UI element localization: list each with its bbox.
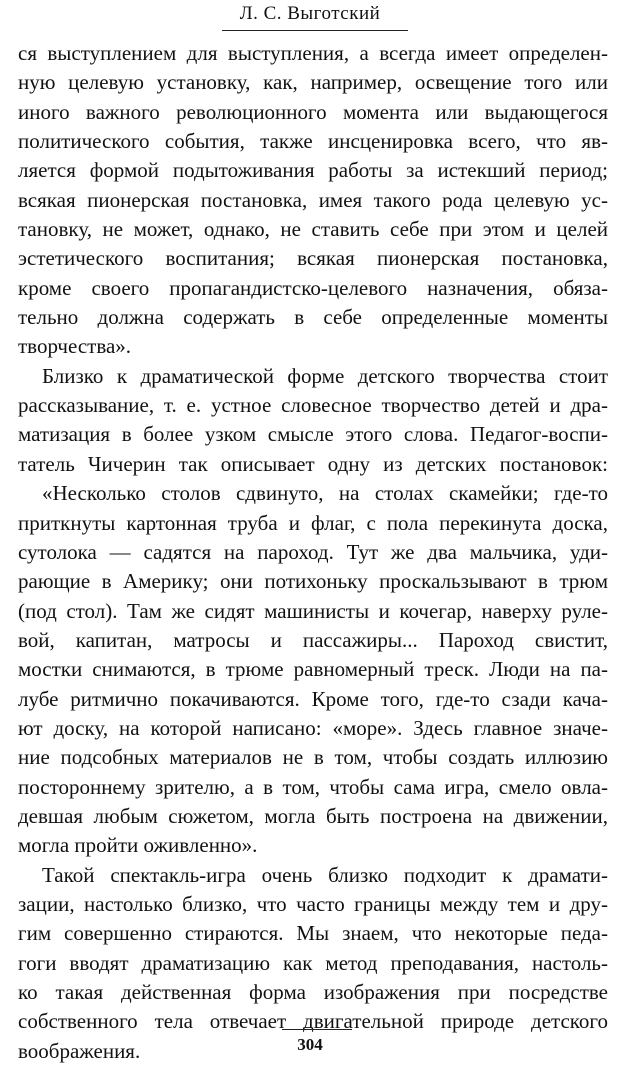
text-line: ют доску, на которой написано: «море». Здесь главное значе-: [18, 715, 608, 740]
text-line: творчества».: [18, 334, 132, 359]
text-line: постороннему зрителю, а в том, чтобы сама игра, смело овла-: [18, 774, 608, 799]
text-line: всякая пионерская постановка, имея такого рода целевую ус-: [18, 187, 608, 212]
text-line: приткнуты картонная труба и флаг, с пола перекинута доска,: [18, 510, 608, 535]
text-line: эстетического воспитания; всякая пионерская постановка,: [18, 246, 608, 271]
text-line: мостки снимаются, в трюме равномерный треск. Люди на па-: [18, 657, 608, 682]
body-text: [18, 39, 608, 1066]
text-line: собственного тела отвечает двигательной природе детского: [18, 1009, 608, 1034]
text-line: ко такая действенная форма изображения при посредстве: [18, 980, 608, 1004]
text-line: зации, настолько близко, что часто границы между тем и дру-: [18, 891, 608, 916]
text-line: ся выступлением для выступления, а всегда имеет определен-: [18, 41, 608, 65]
text-line: воображения.: [18, 1038, 141, 1063]
footer-rule: [282, 1029, 352, 1030]
header-rule: [222, 30, 408, 31]
page-number: 304: [297, 1035, 323, 1054]
text-line: могла пройти оживленно».: [18, 833, 258, 858]
text-line: Близко к драматической форме детского творчества стоит: [42, 363, 608, 388]
running-head: Л. С. Выготский: [239, 3, 381, 24]
text-line: ную целевую установку, как, например, освещение того или: [18, 70, 608, 95]
text-line: тановку, не может, однако, не ставить себе при этом и целей: [18, 217, 608, 242]
text-line: ляется формой подытоживания работы за истекший период;: [18, 158, 608, 183]
text-line: гим совершенно стираются. Мы знаем, что некоторые педа-: [18, 921, 608, 946]
text-line: девшая любым сюжетом, могла быть построена на движении,: [18, 803, 608, 828]
text-line: татель Чичерин так описывает одну из детских постановок:: [18, 451, 608, 476]
text-line: иного важного революционного момента или выдающегося: [18, 99, 608, 124]
text-line: рающие в Америку; они потихоньку проскальзывают в трюм: [18, 569, 608, 594]
text-line: гоги вводят драматизацию как метод преподавания, настоль-: [18, 950, 608, 975]
text-line: политического события, также инсценировка всего, что яв-: [18, 129, 608, 154]
text-line: лубе ритмично покачиваются. Кроме того, где-то сзади кача-: [18, 686, 608, 711]
text-line: ние подсобных материалов не в том, чтобы создать иллюзию: [18, 745, 608, 770]
text-line: тельно должна содержать в себе определенные моменты: [18, 305, 608, 330]
text-line: кроме своего пропагандистско-целевого назначения, обяза-: [18, 275, 608, 300]
text-line: (под стол). Там же сидят машинисты и кочегар, наверху руле-: [18, 598, 608, 623]
text-line: вой, капитан, матросы и пассажиры... Пароход свистит,: [18, 627, 608, 652]
text-line: матизация в более узком смысле этого слова. Педагог-воспи-: [18, 422, 608, 447]
text-line: «Несколько столов сдвинуто, на столах скамейки; где-то: [42, 481, 608, 506]
text-line: рассказывание, т. е. устное словесное творчество детей и дра-: [18, 393, 608, 418]
text-line: Такой спектакль-игра очень близко подходит к драмати-: [42, 862, 608, 887]
text-line: сутолока — садятся на пароход. Тут же два мальчика, уди-: [18, 539, 608, 564]
